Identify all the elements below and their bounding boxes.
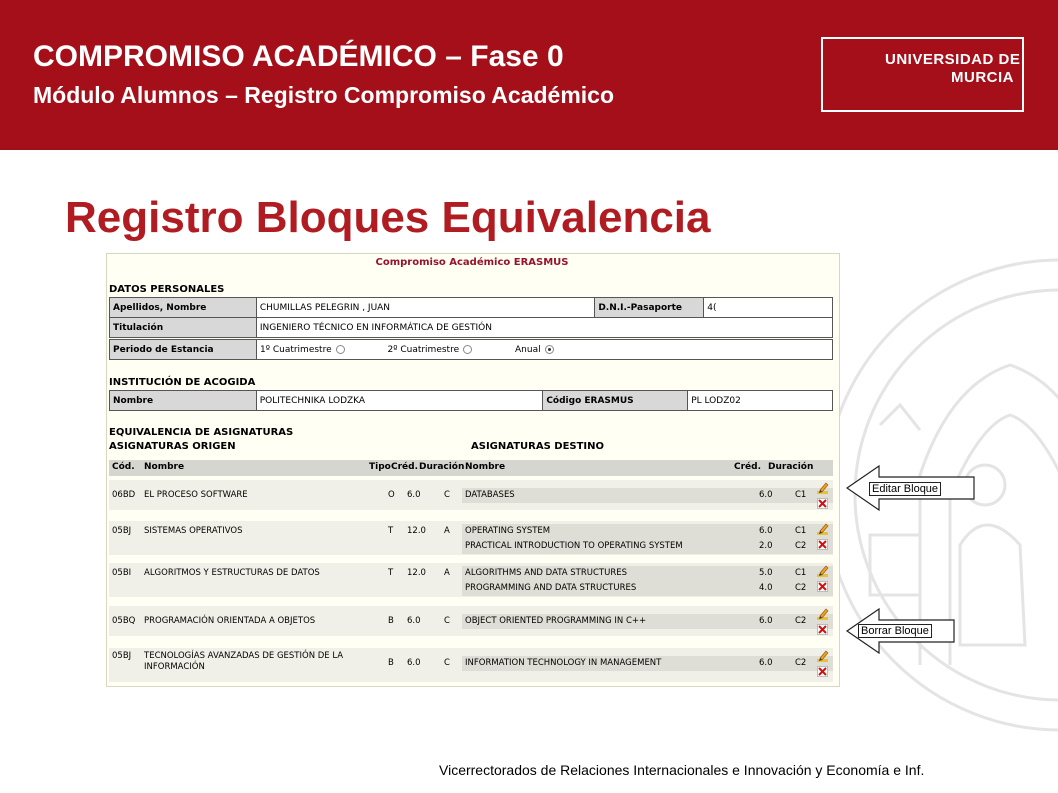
dest-cred: 6.0	[759, 526, 773, 536]
name-label: Apellidos, Nombre	[110, 298, 257, 318]
dest-nombre: DATABASES	[465, 490, 515, 500]
dest-nombre: PRACTICAL INTRODUCTION TO OPERATING SYSTEM	[465, 541, 683, 551]
origin-tipo: B	[388, 658, 394, 668]
panel-title: Compromiso Académico ERASMUS	[375, 257, 569, 268]
dest-cred: 5.0	[759, 568, 773, 578]
dest-duracion: C1	[795, 526, 807, 536]
origin-cred: 12.0	[407, 568, 426, 578]
equivalence-row	[109, 521, 833, 555]
delete-block-icon[interactable]	[817, 539, 828, 550]
origin-cod: 05BI	[112, 568, 132, 578]
erasmus-code-label: Código ERASMUS	[543, 391, 688, 411]
origin-nombre: PROGRAMACIÓN ORIENTADA A OBJETOS	[144, 616, 316, 626]
equivalence-row	[109, 480, 833, 510]
period-option-2-label: 2º Cuatrimestre	[387, 344, 460, 355]
destination-subjects-header: ASIGNATURAS DESTINO	[471, 441, 605, 452]
host-name-value: POLITECHNIKA LODZKA	[256, 391, 543, 411]
origin-cod: 05BJ	[112, 651, 132, 661]
origin-subjects-header: ASIGNATURAS ORIGEN	[109, 441, 236, 452]
edit-block-icon[interactable]	[816, 608, 829, 621]
edit-block-label: Editar Bloque	[869, 482, 941, 496]
delete-block-icon[interactable]	[817, 624, 828, 635]
origin-nombre: TECNOLOGÍAS AVANZADAS DE GESTIÓN DE LA	[144, 651, 344, 661]
dest-duracion: C2	[795, 616, 807, 626]
edit-block-icon[interactable]	[816, 650, 829, 663]
header-title: COMPROMISO ACADÉMICO – Fase 0	[33, 40, 564, 73]
edit-block-icon[interactable]	[816, 523, 829, 536]
section-equivalence: EQUIVALENCIA DE ASIGNATURAS	[109, 427, 294, 438]
dest-cred: 2.0	[759, 541, 773, 551]
col-nombre: Nombre	[144, 462, 185, 472]
dest-nombre: PROGRAMMING AND DATA STRUCTURES	[465, 583, 637, 593]
equivalence-row	[109, 648, 833, 682]
col-cod: Cód.	[112, 462, 135, 472]
dest-nombre: OBJECT ORIENTED PROGRAMMING IN C++	[465, 616, 647, 626]
delete-block-icon[interactable]	[817, 666, 828, 677]
origin-duracion: C	[444, 658, 450, 668]
host-institution-table	[109, 390, 833, 411]
col-dest-nombre: Nombre	[465, 462, 506, 472]
degree-value: INGENIERO TÉCNICO EN INFORMÁTICA DE GESTIÓN	[256, 318, 832, 338]
origin-duracion: A	[444, 568, 450, 578]
period-label: Periodo de Estancia	[110, 340, 257, 360]
dest-duracion: C2	[795, 583, 807, 593]
origin-cod: 05BJ	[112, 526, 132, 536]
origin-duracion: A	[444, 526, 450, 536]
origin-tipo: O	[388, 490, 395, 500]
section-personal-data: DATOS PERSONALES	[109, 284, 225, 295]
header-subtitle: Módulo Alumnos – Registro Compromiso Académico	[33, 82, 615, 108]
origin-cred: 6.0	[407, 490, 421, 500]
logo-line-1: UNIVERSIDAD DE	[885, 51, 1021, 68]
origin-nombre: SISTEMAS OPERATIVOS	[144, 526, 243, 536]
footer-text: Vicerrectorados de Relaciones Internacionales e Innovación y Economía e Inf.	[439, 762, 925, 778]
col-dest-duracion: Duración	[768, 462, 814, 472]
personal-data-table	[109, 297, 833, 338]
origin-tipo: T	[388, 526, 394, 536]
logo-line-2: MURCIA	[951, 69, 1014, 86]
header-band	[0, 0, 1058, 150]
destination-band	[462, 488, 833, 503]
col-cred: Créd.	[391, 462, 419, 472]
dest-nombre: ALGORITHMS AND DATA STRUCTURES	[465, 568, 628, 578]
origin-cred: 6.0	[407, 616, 421, 626]
period-radio-2[interactable]	[463, 345, 472, 354]
col-dest-cred: Créd.	[734, 462, 762, 472]
origin-tipo: B	[388, 616, 394, 626]
dest-nombre: OPERATING SYSTEM	[465, 526, 551, 536]
dni-value: 4(	[704, 298, 833, 318]
dest-duracion: C1	[795, 568, 807, 578]
dni-label: D.N.I.-Pasaporte	[595, 298, 704, 318]
dest-duracion: C2	[795, 658, 807, 668]
host-name-label: Nombre	[110, 391, 257, 411]
period-table	[109, 339, 833, 360]
delete-block-icon[interactable]	[817, 581, 828, 592]
dest-cred: 6.0	[759, 658, 773, 668]
origin-duracion: C	[444, 616, 450, 626]
period-radio-1[interactable]	[336, 345, 345, 354]
dest-cred: 6.0	[759, 490, 773, 500]
edit-block-icon[interactable]	[816, 482, 829, 495]
col-duracion: Duración	[419, 462, 465, 472]
period-options	[257, 340, 833, 360]
origin-nombre: ALGORITMOS Y ESTRUCTURAS DE DATOS	[144, 568, 320, 578]
dest-cred: 4.0	[759, 583, 773, 593]
origin-cred: 12.0	[407, 526, 426, 536]
origin-nombre-line2: INFORMACIÓN	[144, 662, 205, 672]
erasmus-code-value: PL LODZ02	[688, 391, 833, 411]
origin-nombre: EL PROCESO SOFTWARE	[144, 490, 248, 500]
dest-duracion: C1	[795, 490, 807, 500]
subjects-column-header	[109, 460, 833, 476]
origin-cred: 6.0	[407, 658, 421, 668]
origin-duracion: C	[444, 490, 450, 500]
degree-label: Titulación	[110, 318, 257, 338]
origin-cod: 06BD	[112, 490, 136, 500]
edit-block-icon[interactable]	[816, 565, 829, 578]
period-option-3-label: Anual	[515, 344, 541, 355]
slide-title: Registro Bloques Equivalencia	[65, 193, 711, 242]
equivalence-row	[109, 606, 833, 636]
university-logo	[821, 37, 1024, 112]
origin-tipo: T	[388, 568, 394, 578]
dest-duracion: C2	[795, 541, 807, 551]
delete-block-icon[interactable]	[817, 498, 828, 509]
name-value: CHUMILLAS PELEGRIN , JUAN	[256, 298, 594, 318]
erasmus-form-panel	[106, 253, 840, 687]
period-radio-3[interactable]	[545, 345, 554, 354]
origin-cod: 05BQ	[112, 616, 136, 626]
col-tipo: Tipo	[369, 462, 391, 472]
dest-cred: 6.0	[759, 616, 773, 626]
delete-block-label: Borrar Bloque	[858, 624, 932, 638]
equivalence-row	[109, 563, 833, 597]
dest-nombre: INFORMATION TECHNOLOGY IN MANAGEMENT	[465, 658, 662, 668]
section-host-institution: INSTITUCIÓN DE ACOGIDA	[109, 377, 256, 388]
period-option-1-label: 1º Cuatrimestre	[260, 344, 332, 355]
